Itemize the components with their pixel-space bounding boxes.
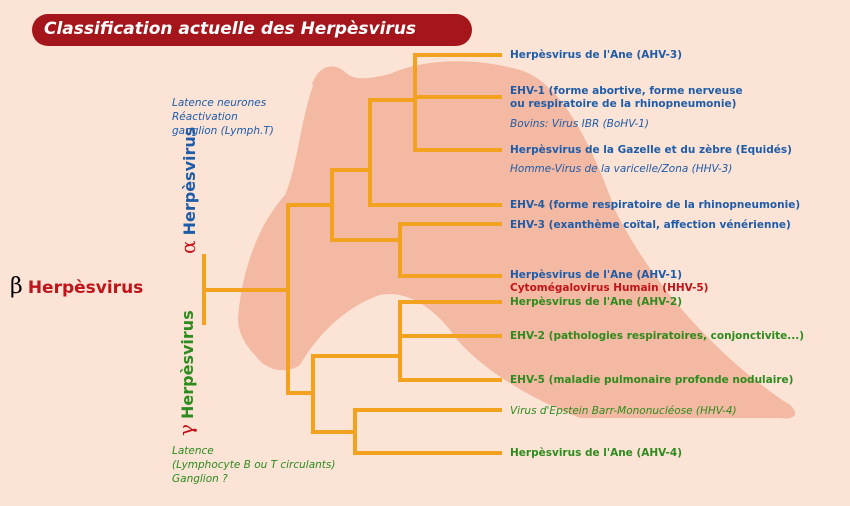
- alpha-note-line: Réactivation: [172, 111, 238, 123]
- leaf-label-bohv1: Bovins: Virus IBR (BoHV-1): [510, 118, 650, 130]
- leaf-label-ahv2: Herpèsvirus de l'Ane (AHV-2): [510, 296, 682, 308]
- leaf-label-hhv4: Virus d'Epstein Barr-Mononucléose (HHV-4): [510, 405, 737, 417]
- diagram-title: Classification actuelle des Herpèsvirus: [44, 19, 417, 39]
- horse-head-silhouette: [238, 61, 795, 418]
- gamma-label-text: Herpèsvirus: [178, 310, 197, 419]
- alpha-label-text: Herpèsvirus: [180, 126, 199, 236]
- leaf-label-ehv5: EHV-5 (maladie pulmonaire profonde nodulaire): [510, 374, 794, 386]
- leaf-label-gazelle: Herpèsvirus de la Gazelle et du zèbre (Equidés): [510, 144, 792, 156]
- leaf-label-ahv3: Herpèsvirus de l'Ane (AHV-3): [510, 49, 682, 61]
- alpha-note-line: ganglion (Lymph.T): [172, 125, 274, 137]
- leaf-label-ehv3: EHV-3 (exanthème coïtal, affection vénérienne): [510, 219, 791, 231]
- leaf-label-hhv3: Homme-Virus de la varicelle/Zona (HHV-3): [510, 163, 733, 175]
- leaf-label-ehv2: EHV-2 (pathologies respiratoires, conjonctivite...): [510, 330, 805, 342]
- gamma-note-line: Ganglion ?: [172, 473, 228, 485]
- gamma-note-line: (Lymphocyte B ou T circulants): [172, 459, 336, 471]
- gamma-note-line: Latence: [172, 445, 214, 457]
- leaf-label-ahv1: Herpèsvirus de l'Ane (AHV-1): [510, 269, 682, 281]
- leaf-label-ahv4: Herpèsvirus de l'Ane (AHV-4): [510, 447, 682, 459]
- beta-label-text: Herpèsvirus: [27, 278, 144, 298]
- leaf-label-ehv4: EHV-4 (forme respiratoire de la rhinopneumonie): [510, 199, 801, 211]
- leaf-label-hhv5: Cytomégalovirus Humain (HHV-5): [510, 282, 709, 294]
- leaf-label-ehv1-cont: ou respiratoire de la rhinopneumonie): [510, 98, 737, 110]
- alpha-note-line: Latence neurones: [172, 97, 267, 109]
- gamma-group-label: [174, 310, 198, 436]
- alpha-group-label: [176, 127, 200, 254]
- alpha-symbol: α: [176, 240, 200, 254]
- beta-group-label: [10, 274, 143, 299]
- leaf-label-ehv1: EHV-1 (forme abortive, forme nerveuse: [510, 85, 743, 97]
- beta-symbol: β: [10, 274, 23, 299]
- gamma-symbol: γ: [174, 424, 198, 436]
